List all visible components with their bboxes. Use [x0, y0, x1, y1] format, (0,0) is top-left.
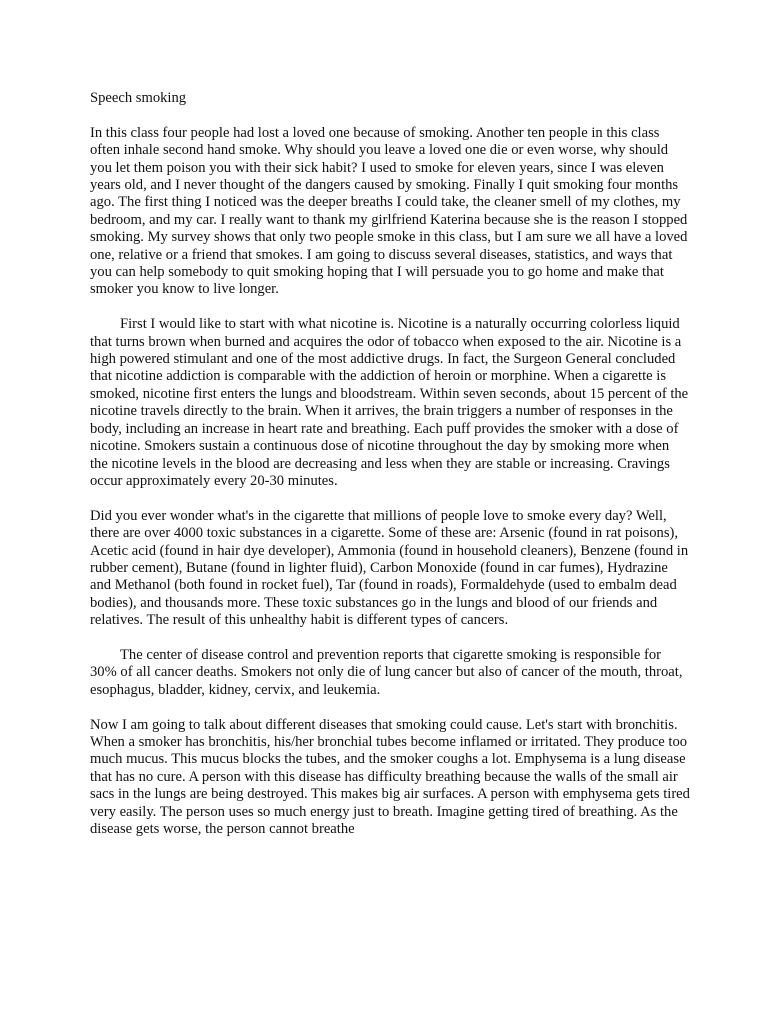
document-page: [90, 90, 690, 856]
paragraph-intro: In this class four people had lost a loved one because of smoking. Another ten people in this class often inhale second hand smoke. Why should you leave a loved one die or even worse, why should you let them poison you with their sick habit? I used to smoke for eleven years, since I was eleven years old, and I never thought of the dangers caused by smoking. Finally I quit smoking four months ago. The first thing I noticed was the deeper breaths I could take, the cleaner smell of my clothes, my bedroom, and my car. I really want to thank my girlfriend Katerina because she is the reason I stopped smoking. My survey shows that only two people smoke in this class, but I am sure we all have a loved one, relative or a friend that smokes. I am going to discuss several diseases, statistics, and ways that you can help somebody to quit smoking hoping that I will persuade you to go home and make that smoker you know to live longer.: [90, 124, 688, 298]
paragraph-cancer-statistics: The center of disease control and prevention reports that cigarette smoking is responsible for 30% of all cancer deaths. Smokers not only die of lung cancer but also of cancer of the mouth, throat, esophagus, bladder, kidney, cervix, and leukemia.: [90, 646, 683, 698]
paragraph-diseases: Now I am going to talk about different diseases that smoking could cause. Let's start with bronchitis. When a smoker has bronchitis, his/her bronchial tubes become inflamed or irritated. They produce too much mucus. This mucus blocks the tubes, and the smoker coughs a lot. Emphysema is a lung disease that has no cure. A person with this disease has difficulty breathing because the walls of the small air sacs in the lungs are being destroyed. This makes big air surfaces. A person with emphysema gets tired very easily. The person uses so much energy just to breath. Imagine getting tired of breathing. As the disease gets worse, the person cannot breathe: [90, 716, 690, 837]
document-title: Speech smoking: [90, 90, 187, 106]
paragraph-toxic-substances: Did you ever wonder what's in the cigarette that millions of people love to smoke every day? Well, there are over 4000 toxic substances in a cigarette. Some of these are: Arsenic (found in rat poisons), Acetic acid (found in hair dye developer), Ammonia (found in household cleaners), Benzene (found in rubber cement), Butane (found in lighter fluid), Carbon Monoxide (found in car fumes), Hydrazine and Methanol (both found in rocket fuel), Tar (found in roads), Formaldehyde (used to embalm dead bodies), and thousands more. These toxic substances go in the lungs and blood of our friends and relatives. The result of this unhealthy habit is different types of cancers.: [90, 507, 689, 629]
paragraph-nicotine: First I would like to start with what nicotine is. Nicotine is a naturally occurring colorless liquid that turns brown when burned and acquires the odor of tobacco when exposed to the air. Nicotine is a high powered stimulant and one of the most addictive drugs. In fact, the Surgeon General concluded that nicotine addiction is comparable with the addiction of heroin or morphine. When a cigarette is smoked, nicotine first enters the lungs and bloodstream. Within seven seconds, about 15 percent of the nicotine travels directly to the brain. When it arrives, the brain triggers a number of responses in the body, including an increase in heart rate and breathing. Each puff provides the smoker with a dose of nicotine. Smokers sustain a continuous dose of nicotine throughout the day by smoking more when the nicotine levels in the blood are decreasing and less when they are stable or increasing. Cravings occur approximately every 20-30 minutes.: [90, 316, 689, 489]
